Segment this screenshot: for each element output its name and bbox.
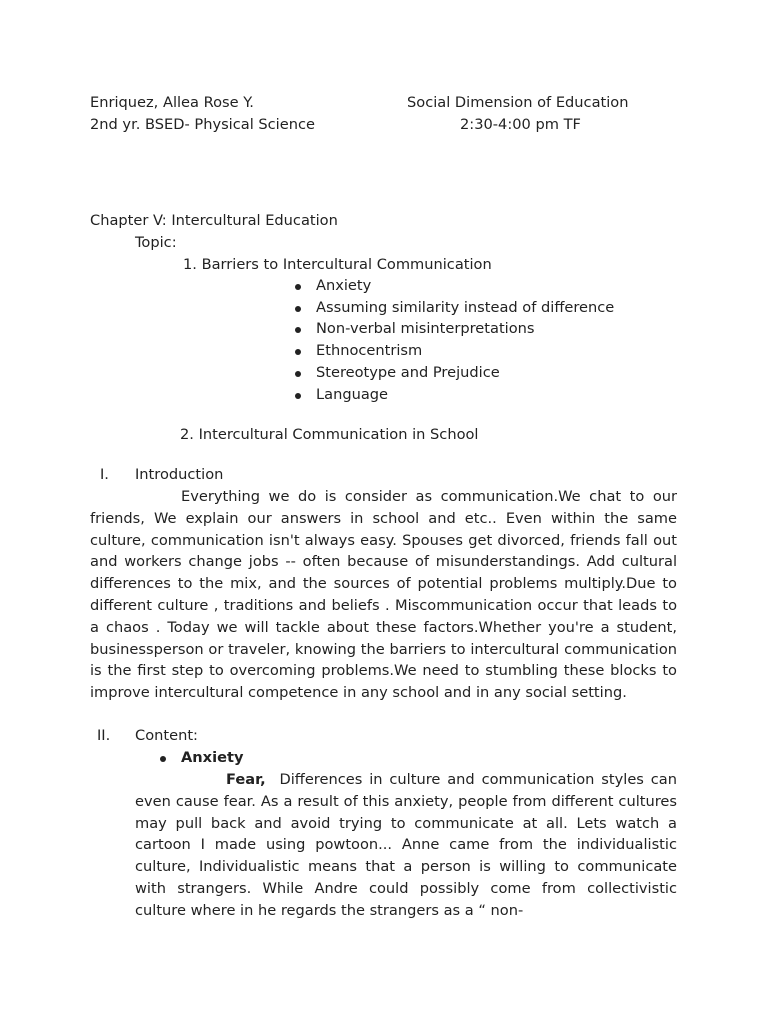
topic-1-item: Language	[316, 386, 389, 403]
topic-1-item: Assuming similarity instead of difference	[316, 299, 615, 316]
anxiety-body: Differences in culture and communication styles can even cause fear. As a result of this anxiety, people from different cultures may pull back and avoid trying to communicate at all. Lets watch a cartoon I made using powtoon... Anne came from the individualistic culture, Individualistic means that a person is willing to communicate with strangers. While Andre could possibly come from collectivistic culture where in he regards the strangers as a “ non-	[135, 771, 677, 919]
bullet-marker	[295, 284, 301, 290]
subheading-anxiety: Anxiety	[181, 749, 244, 766]
section-title: Content:	[135, 727, 198, 744]
topic-1-item: Anxiety	[316, 277, 372, 294]
schedule: 2:30-4:00 pm TF	[460, 116, 581, 133]
lead-word: Fear,	[226, 771, 266, 788]
topic-1-item: Ethnocentrism	[316, 342, 423, 359]
topic-1-item: Stereotype and Prejudice	[316, 364, 500, 381]
introduction-paragraph: Everything we do is consider as communication.We chat to our friends, We explain our answers in school and etc.. Even within the same culture, communication isn't always easy. Spouses get divorced, friends fall out and workers change jobs -- often because of misunderstandings. Add cultural differences to the mix, and the sources of potential problems multiply.Due to different culture , traditions and beliefs . Miscommunication occur that leads to a chaos . Today we will tackle about these factors.Whether you're a student, businessperson or traveler, knowing the barriers to intercultural communication is the first step to overcoming problems.We need to stumbling these blocks to improve intercultural competence in any school and in any social setting.	[90, 488, 677, 702]
course-title: Social Dimension of Education	[407, 94, 629, 111]
topic-label: Topic:	[135, 234, 177, 251]
section-title: Introduction	[135, 466, 224, 483]
topic-2-title: 2. Intercultural Communication in School	[180, 426, 479, 443]
bullet-marker	[295, 393, 301, 399]
section-numeral: II.	[97, 727, 111, 744]
chapter-title: Chapter V: Intercultural Education	[90, 212, 338, 229]
bullet-marker	[295, 371, 301, 377]
bullet-marker	[295, 327, 301, 333]
section-numeral: I.	[100, 466, 109, 483]
student-name: Enriquez, Allea Rose Y.	[90, 94, 254, 111]
topic-1-item: Non-verbal misinterpretations	[316, 320, 535, 337]
topic-1-title: 1. Barriers to Intercultural Communication	[183, 256, 492, 273]
program: 2nd yr. BSED- Physical Science	[90, 116, 315, 133]
bullet-marker	[295, 306, 301, 312]
anxiety-paragraph	[135, 769, 677, 922]
bullet-marker	[295, 349, 301, 355]
bullet-marker	[160, 756, 166, 762]
